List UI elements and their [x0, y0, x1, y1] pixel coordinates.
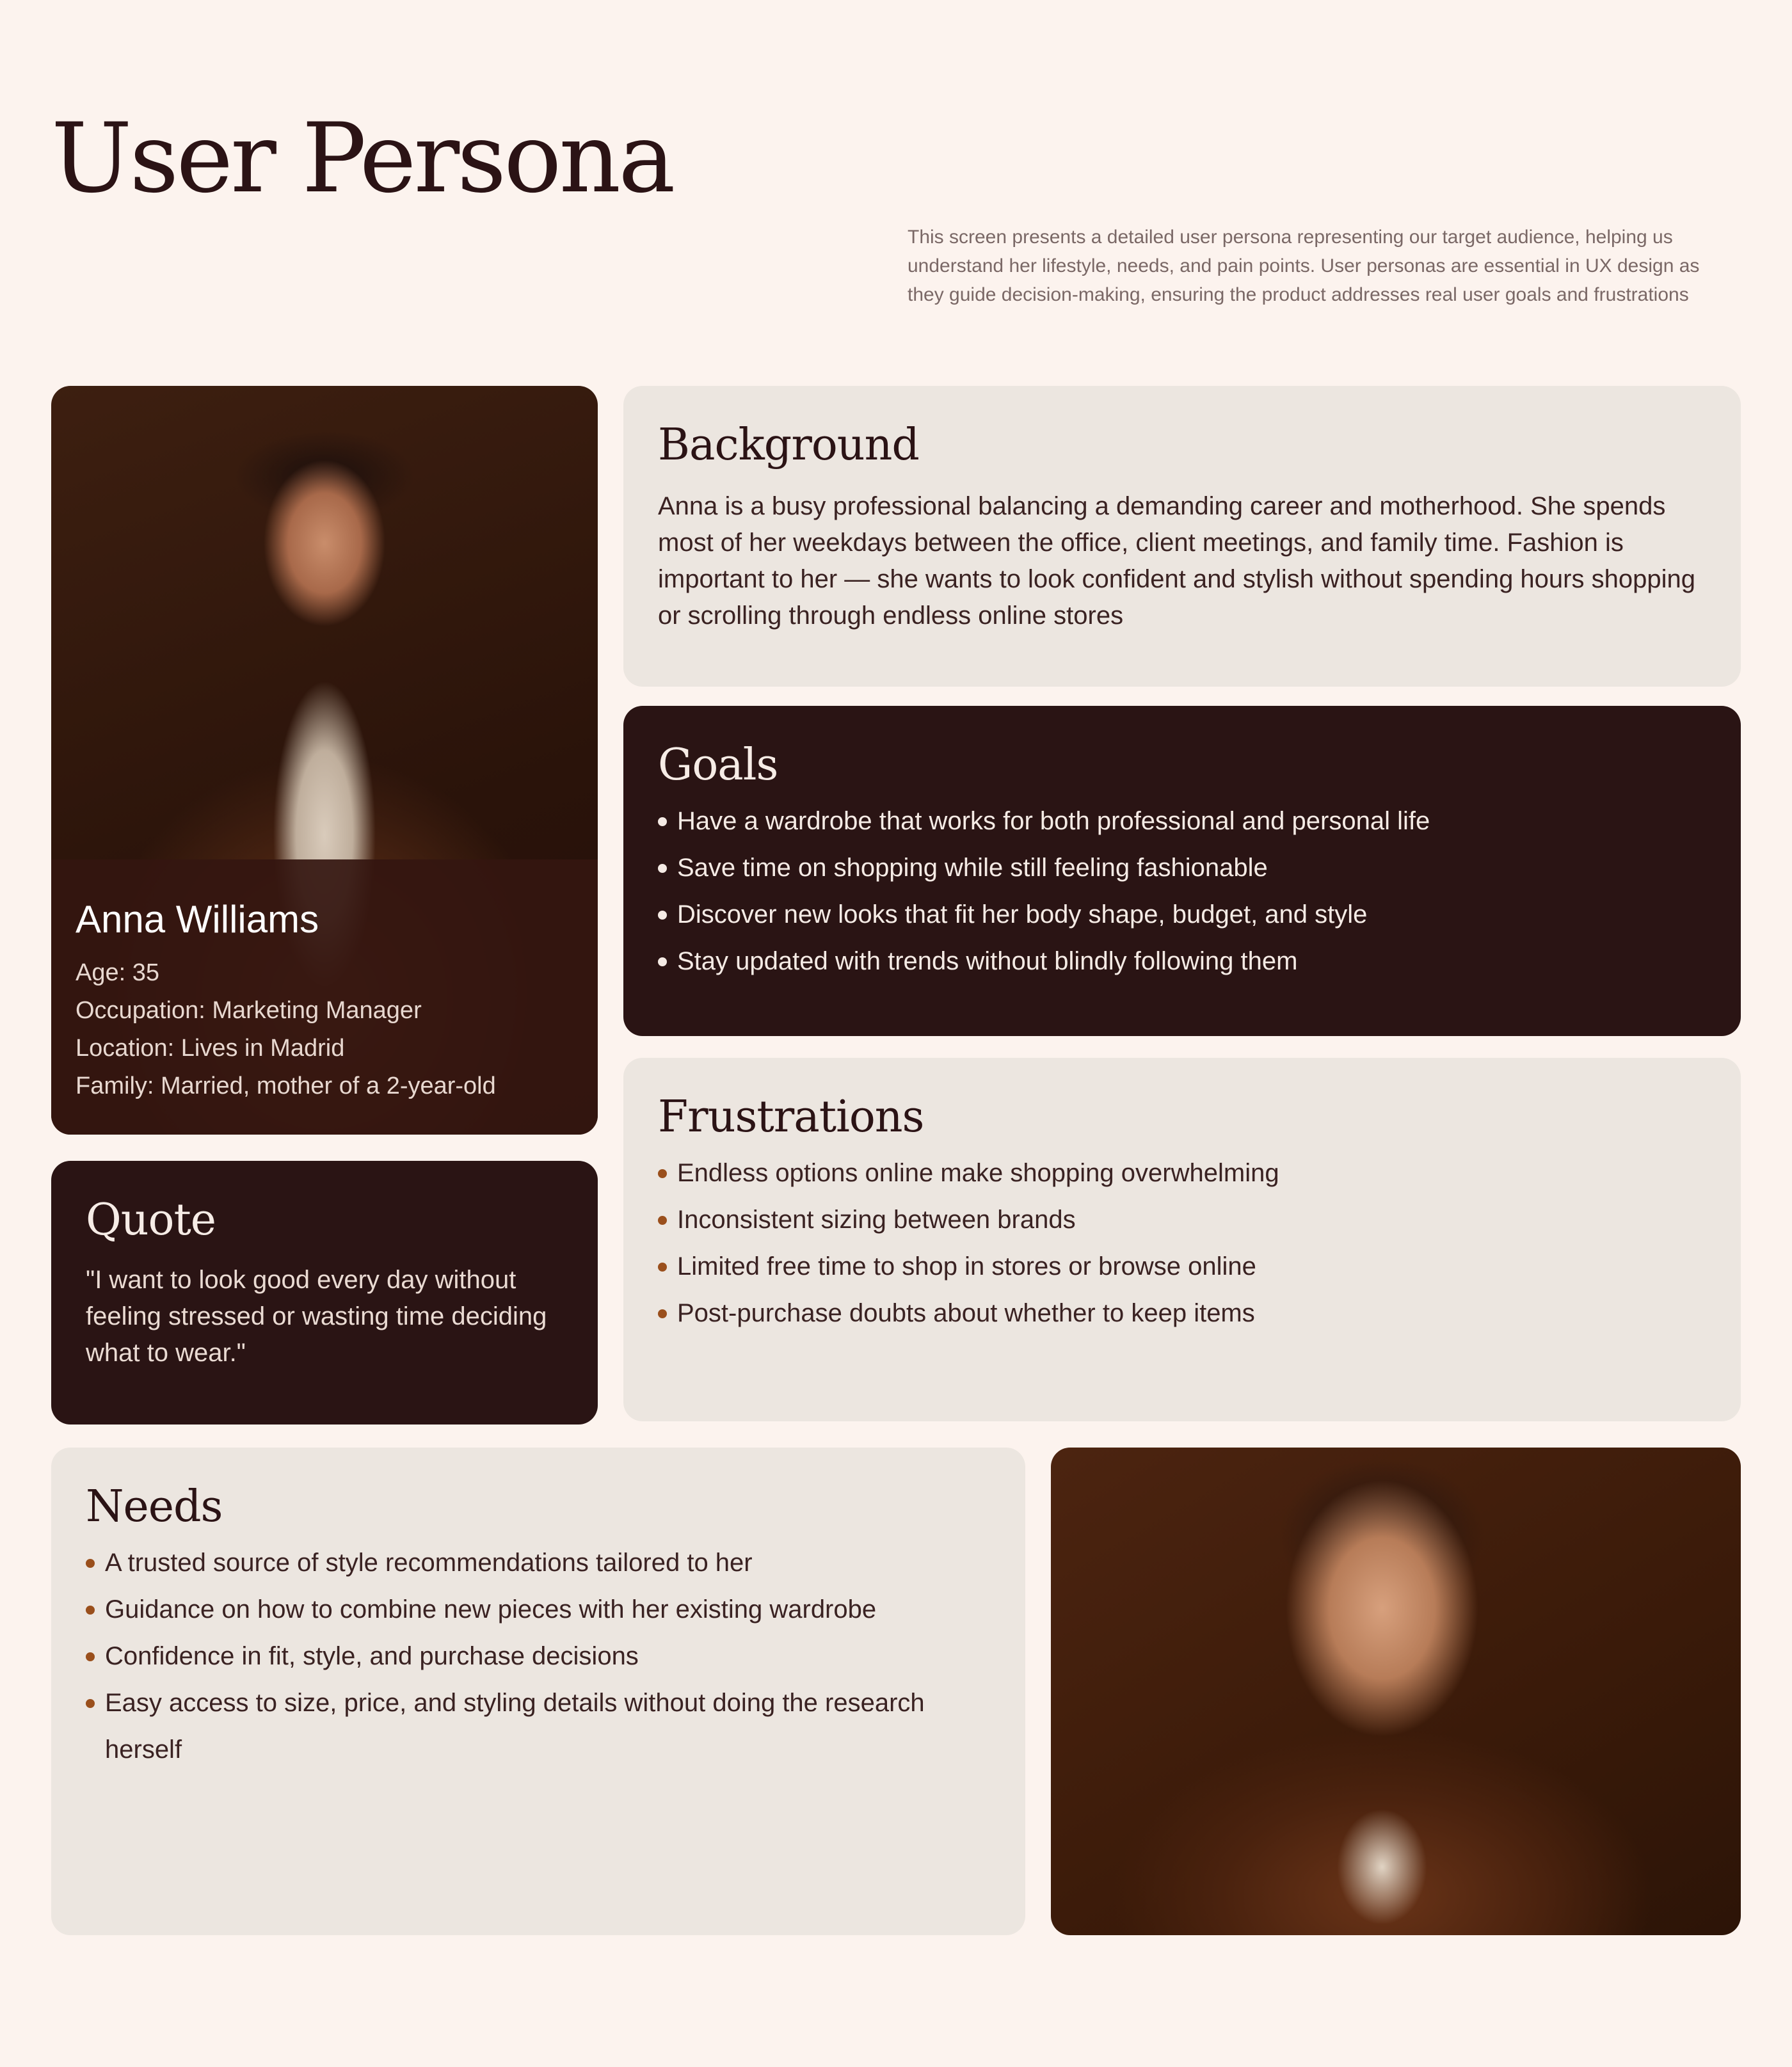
need-item: Guidance on how to combine new pieces with her existing wardrobe: [86, 1586, 993, 1633]
goals-title: Goals: [658, 740, 778, 790]
frustration-item: Endless options online make shopping overwhelming: [658, 1150, 1705, 1197]
profile-card: [51, 386, 598, 1135]
goal-item: Stay updated with trends without blindly following them: [658, 938, 1705, 985]
portrait-photo: [1051, 1448, 1741, 1935]
frustration-item: Limited free time to shop in stores or browse online: [658, 1243, 1705, 1290]
frustration-item: Inconsistent sizing between brands: [658, 1197, 1705, 1243]
quote-text: "I want to look good every day without feeling stressed or wasting time deciding what to wear.": [86, 1266, 547, 1367]
background-text: Anna is a busy professional balancing a demanding career and motherhood. She spends most of her weekdays between the office, client meetings, and family time. Fashion is important to her — she wants to look confident and stylish without spending hours shopping or scrolling through endless online stores: [658, 492, 1695, 630]
needs-list: [86, 1540, 993, 1773]
goals-list: [658, 798, 1705, 985]
goal-item: Have a wardrobe that works for both professional and personal life: [658, 798, 1705, 845]
background-title: Background: [658, 420, 919, 470]
page-description: This screen presents a detailed user persona representing our target audience, helping us understand her lifestyle, needs, and pain points. User personas are essential in UX design as they guide decision-making, ensuring the product addresses real user goals and frustrations: [908, 227, 1700, 305]
need-item: Easy access to size, price, and styling details without doing the research herself: [86, 1680, 993, 1773]
persona-location: Location: Lives in Madrid: [76, 1035, 345, 1062]
background-card: [623, 386, 1741, 687]
page-title: User Persona: [51, 103, 673, 214]
quote-title: Quote: [86, 1195, 216, 1245]
persona-age: Age: 35: [76, 959, 159, 986]
needs-title: Needs: [86, 1481, 223, 1532]
profile-info: [51, 859, 598, 1135]
frustration-item: Post-purchase doubts about whether to keep items: [658, 1290, 1705, 1337]
frustrations-card: [623, 1058, 1741, 1421]
quote-card: [51, 1161, 598, 1425]
goal-item: Discover new looks that fit her body shape, budget, and style: [658, 891, 1705, 938]
need-item: A trusted source of style recommendations tailored to her: [86, 1540, 993, 1586]
needs-card: [51, 1448, 1025, 1935]
frustrations-title: Frustrations: [658, 1092, 924, 1142]
need-item: Confidence in fit, style, and purchase decisions: [86, 1633, 993, 1680]
persona-family: Family: Married, mother of a 2-year-old: [76, 1073, 496, 1099]
goal-item: Save time on shopping while still feeling fashionable: [658, 845, 1705, 891]
persona-name: Anna Williams: [76, 898, 319, 941]
goals-card: [623, 706, 1741, 1036]
persona-occupation: Occupation: Marketing Manager: [76, 997, 422, 1024]
frustrations-list: [658, 1150, 1705, 1337]
